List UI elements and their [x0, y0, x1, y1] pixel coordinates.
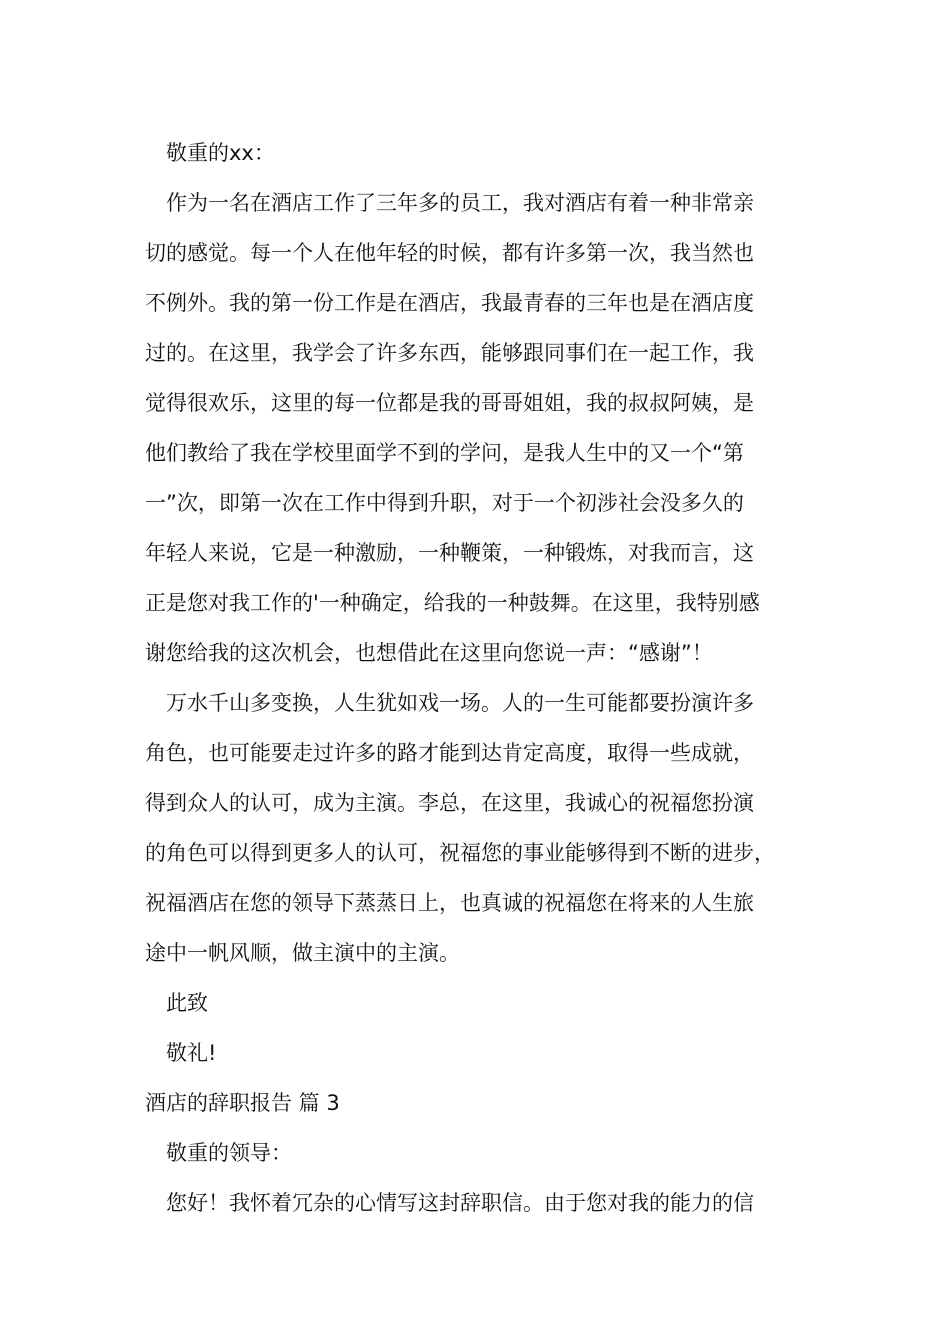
paragraph-line: 的角色可以得到更多人的认可，祝福您的事业能够得到不断的进步，: [145, 841, 775, 865]
paragraph-line: 途中一帆风顺，做主演中的主演。: [145, 941, 460, 965]
paragraph-line: 他们教给了我在学校里面学不到的学问，是我人生中的又一个“第: [145, 441, 744, 465]
salutation: 敬重的xx：: [166, 141, 275, 165]
paragraph-line: 一”次，即第一次在工作中得到升职，对于一个初涉社会没多久的: [145, 491, 744, 515]
paragraph-line: 正是您对我工作的'一种确定，给我的一种鼓舞。在这里，我特别感: [145, 591, 760, 615]
paragraph-line: 得到众人的认可，成为主演。李总，在这里，我诚心的祝福您扮演: [145, 791, 754, 815]
paragraph-line: 角色，也可能要走过许多的路才能到达肯定高度，取得一些成就，: [145, 741, 754, 765]
paragraph-line: 切的感觉。每一个人在他年轻的时候，都有许多第一次，我当然也: [145, 241, 754, 265]
paragraph-line: 祝福酒店在您的领导下蒸蒸日上，也真诚的祝福您在将来的人生旅: [145, 891, 754, 915]
section-heading: 酒店的辞职报告 篇 3: [145, 1091, 340, 1115]
paragraph-line: 谢您给我的这次机会，也想借此在这里向您说一声：“感谢”！: [145, 641, 713, 665]
paragraph-line: 不例外。我的第一份工作是在酒店，我最青春的三年也是在酒店度: [145, 291, 754, 315]
salutation: 敬重的领导：: [166, 1141, 292, 1165]
paragraph-line: 万水千山多变换，人生犹如戏一场。人的一生可能都要扮演许多: [166, 691, 754, 715]
closing-line: 敬礼!: [166, 1041, 217, 1065]
paragraph-line: 年轻人来说，它是一种激励，一种鞭策，一种锻炼，对我而言，这: [145, 541, 754, 565]
paragraph-line: 作为一名在酒店工作了三年多的员工，我对酒店有着一种非常亲: [166, 191, 754, 215]
paragraph-line: 您好！我怀着冗杂的心情写这封辞职信。由于您对我的能力的信: [166, 1191, 754, 1215]
paragraph-line: 过的。在这里，我学会了许多东西，能够跟同事们在一起工作，我: [145, 341, 754, 365]
paragraph-line: 觉得很欢乐，这里的每一位都是我的哥哥姐姐，我的叔叔阿姨，是: [145, 391, 754, 415]
closing-line: 此致: [166, 991, 208, 1015]
document-body: [145, 128, 825, 1228]
